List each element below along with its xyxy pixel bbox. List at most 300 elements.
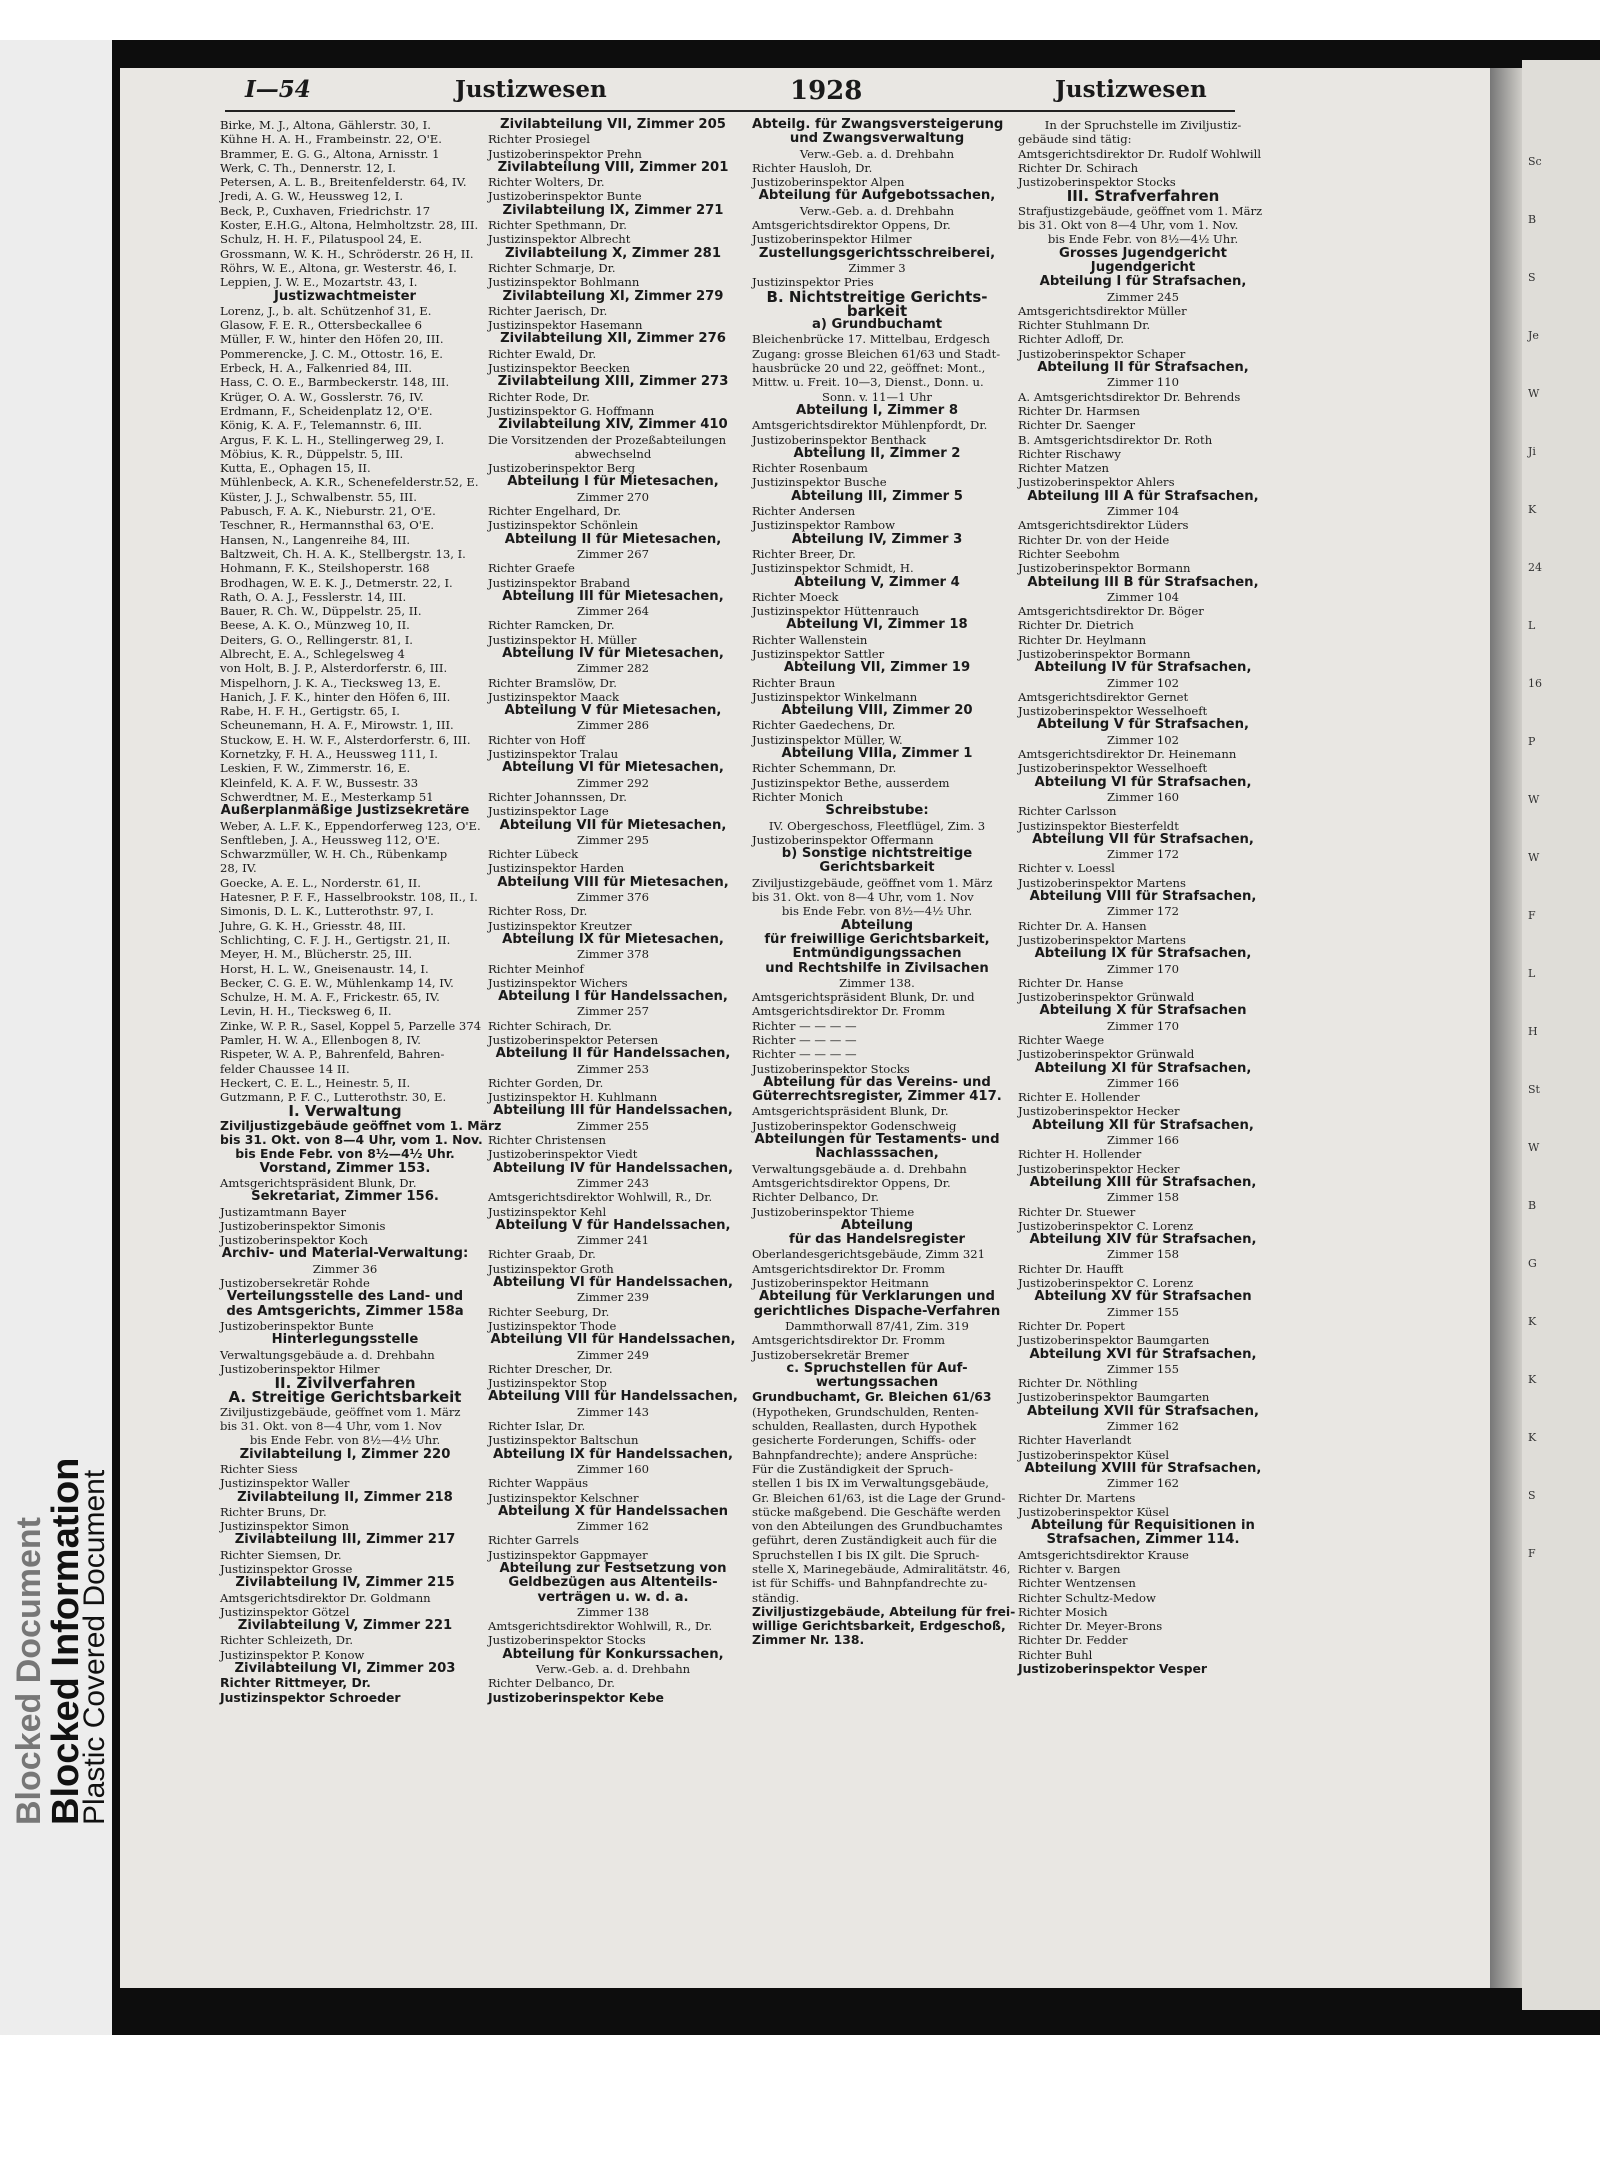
facing-page-fragment: F [1528, 909, 1536, 922]
section-heading: und Rechtshilfe in Zivilsachen [765, 960, 989, 976]
directory-line: Justizoberinspektor Stocks [488, 1633, 646, 1648]
directory-line: Leppien, J. W. E., Mozartstr. 43, I. [220, 275, 418, 290]
directory-line: bis 31. Okt. von 8—4 Uhr, vom 1. Nov. [220, 1132, 483, 1148]
facing-page-fragment: S [1528, 271, 1536, 284]
section-heading: Abteilung für Verklarungen und [759, 1289, 995, 1305]
directory-line: Richter E. Hollender [1018, 1090, 1140, 1105]
section-heading: I. Verwaltung [288, 1102, 402, 1121]
section-heading: Abteilung VIII, Zimmer 20 [781, 703, 973, 719]
column-3 [752, 117, 1016, 1648]
directory-line: Schulz, H. H. F., Pilatuspool 24, E. [220, 232, 423, 247]
directory-line: Zimmer 264 [577, 604, 649, 619]
section-heading: Zivilabteilung XIII, Zimmer 273 [497, 374, 729, 390]
section-heading: Grosses Jugendgericht [1059, 245, 1227, 261]
directory-line: Zimmer 241 [577, 1233, 649, 1248]
directory-line: Zimmer 104 [1107, 504, 1179, 519]
section-heading: Abteilung IV für Mietesachen, [502, 645, 724, 661]
directory-line: Justizinspektor Kelschner [488, 1490, 639, 1505]
sidebar-faded-label: Blocked Document [10, 1517, 48, 1825]
directory-line: Richter Rittmeyer, Dr. [220, 1675, 371, 1691]
directory-line: Justizoberinspektor Wesselhoeft [1018, 704, 1208, 719]
directory-line: Zimmer 286 [577, 718, 649, 733]
directory-line: Pabusch, F. A. K., Nieburstr. 21, O'E. [220, 504, 436, 519]
directory-line: Richter Schleizeth, Dr. [220, 1633, 354, 1648]
directory-line: Richter Delbanco, Dr. [488, 1676, 615, 1691]
directory-line: Richter Wallenstein [752, 632, 868, 647]
directory-line: Brammer, E. G. G., Altona, Arnisstr. 1 [220, 146, 440, 161]
directory-line: Justizoberinspektor Baumgarten [1018, 1390, 1210, 1405]
directory-line: bis 31. Okt von 8—4 Uhr, vom 1. Nov. [1018, 218, 1239, 233]
directory-line: Lorenz, J., b. alt. Schützenhof 31, E. [220, 303, 432, 318]
sidebar-sub-label: Plastic Covered Document [78, 1469, 111, 1825]
directory-line: Beese, A. K. O., Münzweg 10, II. [220, 618, 410, 633]
directory-line: Justizoberinspektor Offermann [752, 832, 934, 847]
directory-line: Bleichenbrücke 17. Mittelbau, Erdgesch [752, 332, 990, 347]
directory-line: Sonn. v. 11—1 Uhr [822, 389, 932, 404]
directory-line: Beck, P., Cuxhaven, Friedrichstr. 17 [220, 203, 431, 218]
directory-line: Kornetzky, F. H. A., Heussweg 111, I. [220, 747, 438, 762]
directory-line: Justizoberinspektor Berg [488, 461, 635, 476]
section-heading: c. Spruchstellen für Auf- [786, 1360, 968, 1376]
directory-line: Richter Wappäus [488, 1476, 589, 1491]
directory-line: Richter Wolters, Dr. [488, 175, 605, 190]
directory-line: Richter Schmarje, Dr. [488, 260, 616, 275]
directory-line: Amtsgerichtsdirektor Dr. Heinemann [1018, 747, 1237, 762]
directory-line: Ziviljustizgebäude geöffnet vom 1. März [220, 1117, 502, 1133]
directory-line: Richter Wentzensen [1018, 1576, 1136, 1591]
directory-line: Richter Johannssen, Dr. [488, 789, 627, 804]
directory-line: Amtsgerichtsdirektor Oppens, Dr. [752, 1175, 951, 1190]
directory-line: Zimmer 166 [1107, 1133, 1179, 1148]
directory-line: Richter Bruns, Dr. [220, 1504, 327, 1519]
section-heading: A. Streitige Gerichtsbarkeit [228, 1388, 462, 1407]
directory-line: Justizoberinspektor Wesselhoeft [1018, 761, 1208, 776]
directory-line: Amtsgerichtsdirektor Krause [1018, 1547, 1189, 1562]
directory-line: Justizinspektor Braband [488, 575, 631, 590]
directory-line: Richter Andersen [752, 504, 856, 519]
directory-line: Richter Mosich [1018, 1604, 1108, 1619]
directory-line: Zimmer 102 [1107, 675, 1179, 690]
directory-line: Amtsgerichtsdirektor Wohlwill, R., Dr. [488, 1619, 713, 1634]
section-heading: Abteilung zur Festsetzung von [499, 1560, 727, 1576]
directory-line: geführt, deren Zuständigkeit auch für die [752, 1533, 997, 1548]
section-heading: Abteilung für Aufgebotssachen, [758, 188, 996, 204]
section-heading: Verteilungsstelle des Land- und [226, 1289, 464, 1305]
directory-line: Richter Schultz-Medow [1018, 1590, 1156, 1605]
section-heading: Abteilung VII für Handelssachen, [490, 1332, 736, 1348]
section-heading: Abteilung III für Mietesachen, [502, 588, 724, 604]
directory-line: IV. Obergeschoss, Fleetflügel, Zim. 3 [768, 818, 986, 833]
directory-line: Justizobersekretär Bremer [752, 1347, 909, 1362]
directory-line: Zimmer 253 [577, 1061, 649, 1076]
directory-line: Erbeck, H. A., Falkenried 84, III. [220, 361, 413, 376]
section-heading: Abteilung VIII für Handelssachen, [488, 1389, 738, 1405]
directory-line: Justizoberinspektor Simonis [220, 1218, 386, 1233]
directory-line: Richter — — — — [752, 1033, 857, 1047]
directory-line: Goecke, A. E. L., Norderstr. 61, II. [220, 875, 421, 890]
directory-line: Teschner, R., Hermannsthal 63, O'E. [220, 518, 435, 533]
directory-line: Richter Drescher, Dr. [488, 1361, 613, 1376]
directory-line: Amtsgerichtsdirektor Dr. Goldmann [220, 1590, 431, 1605]
directory-line: Schwarzmüller, W. H. Ch., Rübenkamp [220, 847, 448, 862]
directory-line: Amtsgerichtsdirektor Dr. Fromm [752, 1333, 945, 1348]
section-heading: Abteilung V für Mietesachen, [504, 703, 722, 719]
directory-line: Richter Christensen [488, 1133, 606, 1148]
directory-line: Hansen, N., Langenreihe 84, III. [220, 532, 411, 547]
directory-line: Verw.-Geb. a. d. Drehbahn [799, 203, 955, 218]
directory-line: Zimmer 243 [577, 1175, 649, 1190]
section-heading: Abteilung XI für Strafsachen, [1034, 1060, 1252, 1076]
directory-line: Pamler, H. W. A., Ellenbogen 8, IV. [220, 1033, 421, 1047]
directory-line: Verw.-Geb. a. d. Drehbahn [799, 146, 955, 161]
directory-line: Justizinspektor Busche [752, 475, 887, 490]
directory-line: Richter Seeburg, Dr. [488, 1304, 610, 1319]
section-heading: barkeit [846, 301, 908, 320]
directory-line: Zimmer 245 [1107, 289, 1179, 304]
directory-line: Richter von Hoff [488, 732, 586, 747]
directory-line: Amtsgerichtspräsident Blunk, Dr. [220, 1175, 417, 1190]
directory-line: Richter Schirach, Dr. [488, 1018, 612, 1033]
section-heading: Abteilung für Konkurssachen, [502, 1646, 724, 1662]
section-heading: Abteilung VII, Zimmer 19 [783, 660, 971, 676]
section-heading: Nachlasssachen, [815, 1146, 939, 1162]
directory-line: Richter v. Loessl [1018, 861, 1115, 876]
directory-line: Juhre, G. K. H., Griesstr. 48, III. [220, 918, 406, 933]
directory-line: Zimmer 172 [1107, 904, 1179, 919]
section-heading: Zivilabteilung I, Zimmer 220 [239, 1446, 451, 1462]
directory-line: Zimmer 102 [1107, 732, 1179, 747]
directory-line: Zimmer 255 [577, 1118, 649, 1133]
directory-line: Mispelhorn, J. K. A., Tiecksweg 13, E. [220, 675, 441, 690]
directory-line: Justizobersekretär Rohde [220, 1276, 370, 1291]
section-heading: Abteilung III für Handelssachen, [493, 1103, 733, 1119]
directory-line: Justizoberinspektor Benthack [752, 432, 927, 447]
directory-line: Richter Ewald, Dr. [488, 346, 597, 361]
section-heading: des Amtsgerichts, Zimmer 158a [226, 1303, 464, 1319]
directory-line: Justizoberinspektor Stocks [1018, 175, 1176, 190]
directory-line: Grossmann, W. K. H., Schröderstr. 26 H, II. [220, 246, 474, 261]
directory-line: Richter Adloff, Dr. [1018, 332, 1125, 347]
directory-line: Richter Prosiegel [488, 132, 590, 147]
running-head-right: Justizwesen [1055, 76, 1207, 103]
directory-line: Schlichting, C. F. J. H., Gertigstr. 21, II. [220, 932, 451, 947]
directory-line: Deiters, G. O., Rellingerstr. 81, I. [220, 632, 413, 647]
section-heading: Abteilung XV für Strafsachen [1034, 1289, 1252, 1305]
directory-line: bis Ende Febr. von 8½—4½ Uhr. [781, 904, 973, 919]
directory-line: Justizamtmann Bayer [220, 1204, 347, 1219]
directory-line: Richter Dr. Martens [1018, 1490, 1136, 1505]
directory-line: Dammthorwall 87/41, Zim. 319 [785, 1318, 969, 1333]
directory-line: Richter Gorden, Dr. [488, 1075, 604, 1090]
section-heading: Abteilung II, Zimmer 2 [793, 445, 961, 461]
directory-line: Rispeter, W. A. P., Bahrenfeld, Bahren- [220, 1047, 445, 1062]
directory-line: Zimmer 282 [577, 661, 649, 676]
directory-line: Krüger, O. A. W., Gosslerstr. 76, IV. [220, 389, 424, 404]
section-heading: Abteilung III B für Strafsachen, [1027, 574, 1259, 590]
directory-line: Zimmer 104 [1107, 589, 1179, 604]
directory-line: Zimmer 162 [1107, 1476, 1179, 1491]
directory-line: Richter Dr. Heylmann [1018, 632, 1147, 647]
directory-line: Hatesner, P. F. F., Hasselbrookstr. 108, II., I. [220, 890, 478, 905]
directory-line: Justizinspektor Waller [220, 1476, 350, 1491]
section-heading: Abteilung VI für Mietesachen, [502, 760, 724, 776]
directory-line: Pommerencke, J. C. M., Ottostr. 16, E. [220, 346, 443, 361]
directory-line: Richter Spethmann, Dr. [488, 218, 627, 233]
directory-line: von Holt, B. J. P., Alsterdorferstr. 6, III. [220, 661, 448, 676]
facing-page-fragment: 24 [1528, 561, 1542, 574]
directory-line: Becker, C. G. E. W., Mühlenkamp 14, IV. [220, 975, 454, 990]
facing-page-fragment: G [1528, 1257, 1537, 1270]
directory-line: Justizinspektor Bohlmann [488, 275, 640, 290]
directory-line: Justizoberinspektor Hecker [1018, 1161, 1180, 1176]
directory-line: Birke, M. J., Altona, Gählerstr. 30, I. [220, 118, 431, 132]
section-heading: a) Grundbuchamt [811, 317, 943, 333]
directory-line: Justizinspektor Stop [488, 1376, 607, 1391]
directory-line: 28, IV. [220, 861, 257, 876]
section-heading: Abteilung IV für Handelssachen, [492, 1160, 734, 1176]
directory-line: Justizinspektor Kehl [488, 1204, 607, 1219]
directory-line: Justizoberinspektor Grünwald [1018, 990, 1195, 1005]
directory-line: Justizinspektor H. Müller [488, 632, 637, 647]
directory-line: Mühlenbeck, A. K.R., Schenefelderstr.52, E. [220, 475, 479, 490]
directory-line: Jredi, A. G. W., Heussweg 12, I. [220, 189, 404, 204]
section-heading: Abteilung II für Strafsachen, [1037, 360, 1249, 376]
facing-page-fragment: Sc [1528, 155, 1542, 168]
section-heading: Abteilung IX für Strafsachen, [1034, 946, 1252, 962]
directory-line: Amtsgerichtspräsident Blunk, Dr. und [752, 990, 975, 1005]
directory-line: Die Vorsitzenden der Prozeßabteilungen [488, 432, 727, 447]
directory-line: gebäude sind tätig: [1018, 132, 1132, 147]
directory-line: stellen 1 bis IX im Verwaltungsgebäude, [752, 1476, 989, 1491]
directory-line: Zimmer 160 [1107, 789, 1179, 804]
directory-line: Schulze, H. M. A. F., Frickestr. 65, IV. [220, 990, 440, 1005]
directory-line: Richter Dr. von der Heide [1018, 532, 1170, 547]
column-2 [488, 118, 738, 1705]
directory-line: Justizoberinspektor Martens [1018, 875, 1186, 890]
section-heading: Abteilung VIIIa, Zimmer 1 [781, 746, 973, 762]
directory-line: Zimmer 270 [577, 489, 649, 504]
section-heading: Entmündigungssachen [792, 946, 962, 962]
directory-line: Justizoberinspektor Viedt [488, 1147, 638, 1162]
directory-line: Justizoberinspektor Martens [1018, 932, 1186, 947]
facing-page-fragment: L [1528, 619, 1536, 632]
directory-line: Justizinspektor Götzel [220, 1604, 350, 1619]
directory-line: Zimmer 155 [1107, 1304, 1179, 1319]
directory-line: Richter Engelhard, Dr. [488, 504, 622, 519]
section-heading: Abteilung für das Vereins- und [763, 1074, 991, 1090]
directory-line: Baltzweit, Ch. H. A. K., Stellbergstr. 13, I. [220, 546, 466, 561]
directory-line: Zimmer 172 [1107, 847, 1179, 862]
section-heading: Abteilung VII für Strafsachen, [1032, 831, 1254, 847]
directory-line: Justizoberinspektor Hecker [1018, 1104, 1180, 1119]
directory-line: Richter Dr. Meyer-Brons [1018, 1619, 1163, 1634]
directory-line: Möbius, K. R., Düppelstr. 5, III. [220, 446, 404, 461]
directory-line: Justizinspektor G. Hoffmann [488, 403, 655, 418]
facing-page-fragment: Ji [1528, 445, 1536, 458]
directory-line: Richter H. Hollender [1018, 1147, 1142, 1162]
directory-line: Justizoberinspektor Prehn [488, 146, 642, 161]
directory-line: Gr. Bleichen 61/63, ist die Lage der Grund- [752, 1490, 1006, 1505]
section-heading: Güterrechtsregister, Zimmer 417. [752, 1089, 1002, 1105]
section-heading: Zivilabteilung XI, Zimmer 279 [502, 288, 724, 304]
facing-page-fragment: K [1528, 503, 1537, 516]
directory-line: Richter Graefe [488, 561, 575, 576]
directory-line: Richter Dr. Fedder [1018, 1633, 1128, 1648]
directory-line: Zimmer 36 [312, 1261, 378, 1276]
directory-line: Richter — — — — [752, 1018, 857, 1033]
directory-line: Kutta, E., Ophagen 15, II. [220, 461, 371, 476]
directory-line: Justizinspektor Schmidt, H. [752, 561, 914, 576]
directory-line: stelle X, Marinegebäude, Admiralitätstr. 46, [752, 1561, 1011, 1576]
directory-line: Justizinspektor Sattler [752, 646, 885, 661]
section-heading: Abteilung V, Zimmer 4 [794, 574, 960, 590]
directory-line: Senftleben, J. A., Heussweg 112, O'E. [220, 832, 441, 847]
directory-line: Richter Ramcken, Dr. [488, 618, 615, 633]
facing-page-fragment: P [1528, 735, 1536, 748]
directory-line: Richter Siemsen, Dr. [220, 1547, 342, 1562]
directory-line: Zimmer 162 [1107, 1419, 1179, 1434]
section-heading: Abteilung XVIII für Strafsachen, [1024, 1460, 1262, 1476]
section-heading: Abteilung IV für Strafsachen, [1034, 660, 1252, 676]
facing-page-fragment: B [1528, 1199, 1537, 1212]
directory-line: Justizinspektor P. Konow [220, 1647, 365, 1662]
directory-line: Richter Braun [752, 675, 836, 690]
directory-line: Justizinspektor Müller, W. [752, 732, 903, 747]
directory-line: Justizoberinspektor Baumgarten [1018, 1333, 1210, 1348]
directory-line: Richter Hausloh, Dr. [752, 160, 873, 175]
directory-line: Justizinspektor Biesterfeldt [1018, 818, 1179, 833]
directory-line: Gutzmann, P. F. C., Lutterothstr. 30, E. [220, 1090, 447, 1105]
directory-line: Horst, H. L. W., Gneisenaustr. 14, I. [220, 961, 429, 976]
directory-line: Verwaltungsgebäude a. d. Drehbahn [220, 1347, 435, 1362]
directory-line: hausbrücke 20 und 22, geöffnet: Mont., [752, 361, 986, 376]
directory-line: Amtsgerichtsdirektor Mühlenpfordt, Dr. [752, 418, 988, 433]
directory-line: Justizoberinspektor Kebe [488, 1689, 664, 1705]
directory-line: Verw.-Geb. a. d. Drehbahn [535, 1662, 691, 1677]
directory-line: Richter Garrels [488, 1533, 579, 1548]
section-heading: Sekretariat, Zimmer 156. [251, 1189, 439, 1205]
directory-line: schulden, Reallasten, durch Hypothek [752, 1419, 977, 1434]
section-heading: Abteilung [840, 1217, 914, 1233]
directory-line: Richter Breer, Dr. [752, 546, 856, 561]
directory-line: Justizinspektor Winkelmann [752, 689, 918, 704]
directory-line: Schwerdtner, M. E., Mesterkamp 51 [220, 789, 434, 804]
directory-line: Richter Monich [752, 789, 844, 804]
directory-line: Amtsgerichtsdirektor Lüders [1018, 518, 1189, 533]
directory-line: gesicherte Forderungen, Schiffs- oder [752, 1433, 976, 1448]
section-heading: Zivilabteilung IV, Zimmer 215 [235, 1575, 455, 1591]
directory-line: Bahnpfandrechte); andere Ansprüche: [752, 1447, 978, 1462]
directory-line: Justizinspektor Albrecht [488, 232, 631, 247]
directory-line: Werk, C. Th., Dennerstr. 12, I. [220, 160, 396, 175]
section-heading: Zivilabteilung XII, Zimmer 276 [500, 331, 726, 347]
section-heading: Abteilung VII für Mietesachen, [499, 817, 727, 833]
directory-line: Leskien, F. W., Zimmerstr. 16, E. [220, 761, 411, 776]
directory-line: von den Abteilungen des Grundbuchamtes [752, 1519, 1003, 1534]
directory-line: Richter Rosenbaum [752, 461, 868, 476]
directory-line: Richter Moeck [752, 589, 839, 604]
directory-line: Richter Ross, Dr. [488, 904, 588, 919]
directory-line: Justizoberinspektor Küsel [1018, 1447, 1170, 1462]
directory-line: Richter Dr. Nöthling [1018, 1376, 1138, 1391]
directory-line: Bauer, R. Ch. W., Düppelstr. 25, II. [220, 604, 422, 619]
directory-line: Richter Dr. Haufft [1018, 1261, 1124, 1276]
directory-line: Richter Dr. Schirach [1018, 160, 1139, 175]
directory-line: ist für Schiffs- und Bahnpfandrechte zu- [752, 1576, 988, 1591]
directory-line: Justizinspektor Groth [488, 1261, 614, 1276]
directory-line: Justizoberinspektor Ahlers [1018, 475, 1175, 490]
section-heading: Abteilung X für Handelssachen [497, 1503, 729, 1519]
directory-line: A. Amtsgerichtsdirektor Dr. Behrends [1018, 389, 1241, 404]
section-heading: Zustellungsgerichtsschreiberei, [758, 245, 996, 261]
directory-line: Richter Dr. Harmsen [1018, 403, 1140, 418]
facing-page-fragment: W [1528, 793, 1540, 806]
directory-line: Zimmer 166 [1107, 1075, 1179, 1090]
section-heading: Abteilung III A für Strafsachen, [1027, 488, 1259, 504]
directory-line: Zimmer 160 [577, 1461, 649, 1476]
section-heading: Geldbezügen aus Altenteils- [508, 1575, 718, 1591]
section-heading: Abteilung I für Strafsachen, [1039, 274, 1247, 290]
directory-line: Justizinspektor Baltschun [488, 1433, 639, 1448]
directory-line: Justizoberinspektor Grünwald [1018, 1047, 1195, 1062]
directory-line: bis Ende Febr. von 8½—4½ Uhr. [1047, 232, 1239, 247]
directory-line: Zimmer 292 [577, 775, 649, 790]
facing-page-fragment: B [1528, 213, 1537, 226]
directory-line: Justizoberinspektor Hilmer [752, 232, 912, 247]
facing-page-fragment: W [1528, 851, 1540, 864]
section-heading: B. Nichtstreitige Gerichts- [766, 287, 988, 306]
directory-line: willige Gerichtsbarkeit, Erdgeschoß, [752, 1618, 1006, 1634]
section-heading: gerichtliches Dispache-Verfahren [753, 1303, 1001, 1319]
facing-page-fragment: H [1528, 1025, 1538, 1038]
directory-line: Richter Islar, Dr. [488, 1419, 586, 1434]
directory-line: bis 31. Okt. von 8—4 Uhr, vom 1. Nov [752, 890, 974, 905]
section-heading: Abteilung XVII für Strafsachen, [1027, 1403, 1259, 1419]
section-heading: Schreibstube: [825, 803, 929, 819]
directory-line: Zimmer 378 [577, 947, 649, 962]
directory-line: Richter Rischawy [1018, 446, 1121, 461]
directory-line: ständig. [752, 1590, 800, 1605]
directory-line: Zimmer 295 [577, 832, 649, 847]
directory-line: Richter Dr. Popert [1018, 1318, 1125, 1333]
directory-line: Oberlandesgerichtsgebäude, Zimm 321 [752, 1247, 986, 1262]
directory-line: Justizoberinspektor C. Lorenz [1018, 1276, 1194, 1291]
directory-line: Amtsgerichtsdirektor Dr. Böger [1018, 604, 1204, 619]
section-heading: Zivilabteilung V, Zimmer 221 [237, 1618, 453, 1634]
directory-line: Richter Jaerisch, Dr. [488, 303, 608, 318]
directory-line: Stuckow, E. H. W. F., Alsterdorferstr. 6, III. [220, 732, 471, 747]
directory-line: Meyer, H. M., Blücherstr. 25, III. [220, 947, 413, 962]
section-heading: wertungssachen [815, 1375, 939, 1391]
section-heading: Hinterlegungsstelle [271, 1332, 419, 1348]
directory-line: Justizinspektor Hüttenrauch [752, 604, 919, 619]
directory-line: Justizoberinspektor Stocks [752, 1061, 910, 1076]
directory-line: Zimmer 138 [577, 1604, 649, 1619]
directory-line: Grundbuchamt, Gr. Bleichen 61/63 [752, 1389, 992, 1405]
facing-page-fragment: K [1528, 1373, 1537, 1386]
directory-line: Heckert, C. E. L., Heinestr. 5, II. [220, 1075, 411, 1090]
directory-line: Justizoberinspektor Bunte [488, 189, 642, 204]
directory-line: Richter Schemmann, Dr. [752, 761, 897, 776]
directory-line: Ziviljustizgebäude, geöffnet vom 1. März [220, 1404, 461, 1419]
directory-line: Justizinspektor Lage [488, 804, 609, 819]
directory-line: Justizinspektor Maack [488, 689, 620, 704]
directory-line: In der Spruchstelle im Ziviljustiz- [1044, 118, 1242, 132]
directory-line: bis 31. Okt. von 8—4 Uhr, vom 1. Nov [220, 1419, 442, 1434]
section-heading: Abteilung VI, Zimmer 18 [786, 617, 968, 633]
directory-line: Justizinspektor Thode [488, 1318, 617, 1333]
section-heading: Zivilabteilung VII, Zimmer 205 [500, 117, 726, 132]
